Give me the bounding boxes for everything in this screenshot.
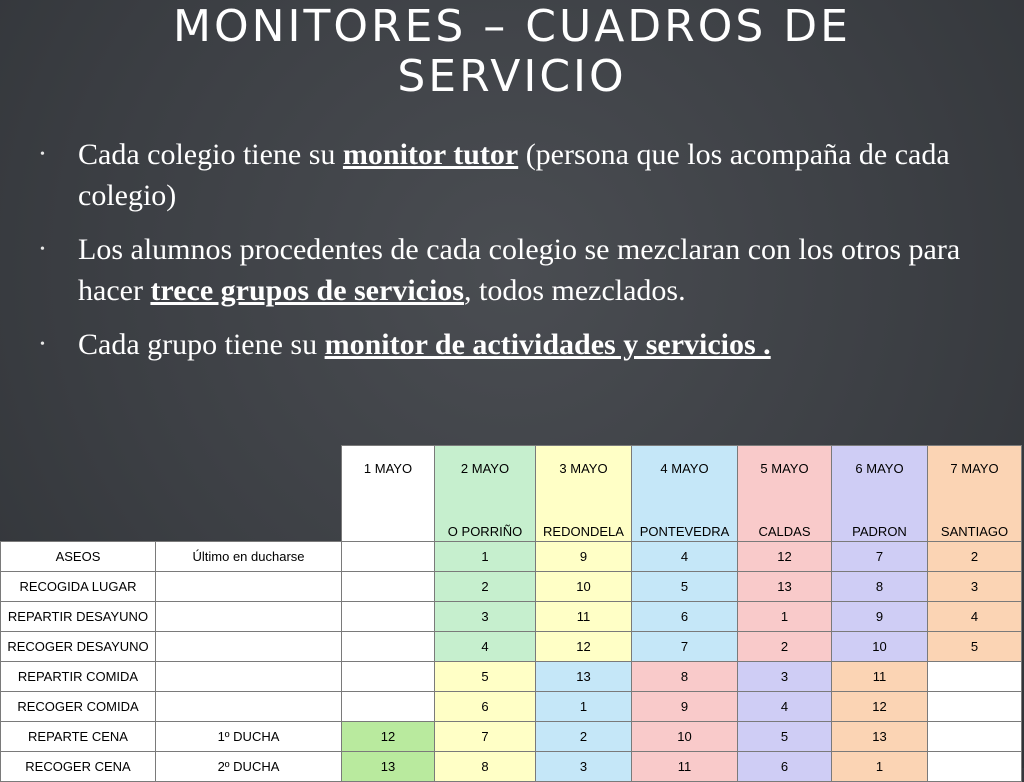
bullet-item: • Cada colegio tiene su monitor tutor (persona que los acompaña de cada colegio) — [40, 134, 990, 216]
value-cell — [928, 692, 1022, 722]
value-cell: 8 — [435, 752, 536, 782]
task-cell: RECOGER COMIDA — [1, 692, 156, 722]
bullet-dot-icon: • — [40, 147, 45, 162]
date-header: 3 MAYO — [536, 446, 632, 511]
bullet-dot-icon: • — [40, 337, 45, 352]
value-cell: 1 — [435, 542, 536, 572]
slide-title-line-1: MONITORES – CUADROS DE — [173, 1, 851, 52]
note-cell — [156, 692, 342, 722]
table-row — [1, 632, 1022, 662]
value-cell — [342, 572, 435, 602]
place-header: PADRON — [832, 510, 928, 542]
value-cell: 7 — [435, 722, 536, 752]
place-header — [342, 510, 435, 542]
place-header: SANTIAGO — [928, 510, 1022, 542]
note-cell: 2º DUCHA — [156, 752, 342, 782]
date-header: 4 MAYO — [632, 446, 738, 511]
slide-title-line-2: SERVICIO — [397, 51, 627, 102]
bullet-item: • Los alumnos procedentes de cada colegio se mezclaran con los otros para hacer trece grupos de servicios, todos mezclados. — [40, 229, 990, 311]
value-cell: 4 — [435, 632, 536, 662]
bullet-emphasis: trece grupos de servicios — [150, 274, 464, 307]
note-cell — [156, 632, 342, 662]
value-cell: 1 — [536, 692, 632, 722]
value-cell: 2 — [536, 722, 632, 752]
value-cell: 3 — [738, 662, 832, 692]
value-cell: 8 — [632, 662, 738, 692]
task-cell: RECOGER CENA — [1, 752, 156, 782]
place-header: CALDAS — [738, 510, 832, 542]
value-cell: 8 — [832, 572, 928, 602]
value-cell — [342, 602, 435, 632]
table-row — [1, 722, 1022, 752]
value-cell: 6 — [435, 692, 536, 722]
value-cell: 12 — [832, 692, 928, 722]
value-cell — [342, 662, 435, 692]
table-row — [1, 602, 1022, 632]
note-cell — [156, 662, 342, 692]
table-row — [1, 542, 1022, 572]
value-cell: 6 — [632, 602, 738, 632]
note-cell — [156, 602, 342, 632]
value-cell: 10 — [536, 572, 632, 602]
task-cell: REPARTIR COMIDA — [1, 662, 156, 692]
value-cell: 5 — [928, 632, 1022, 662]
value-cell: 11 — [536, 602, 632, 632]
table-row — [1, 692, 1022, 722]
value-cell — [342, 542, 435, 572]
value-cell: 5 — [738, 722, 832, 752]
task-cell: RECOGIDA LUGAR — [1, 572, 156, 602]
date-header-row — [1, 446, 1022, 511]
date-header: 5 MAYO — [738, 446, 832, 511]
value-cell — [342, 632, 435, 662]
note-cell — [156, 572, 342, 602]
slide-title — [0, 2, 1024, 102]
value-cell — [928, 722, 1022, 752]
value-cell: 1 — [738, 602, 832, 632]
place-header: O PORRIÑO — [435, 510, 536, 542]
value-cell: 2 — [435, 572, 536, 602]
value-cell: 4 — [632, 542, 738, 572]
bullet-item: • Cada grupo tiene su monitor de actividades y servicios . — [40, 324, 990, 365]
value-cell: 9 — [632, 692, 738, 722]
value-cell: 12 — [536, 632, 632, 662]
value-cell: 1 — [832, 752, 928, 782]
place-header: REDONDELA — [536, 510, 632, 542]
value-cell: 10 — [832, 632, 928, 662]
note-cell: 1º DUCHA — [156, 722, 342, 752]
value-cell: 3 — [536, 752, 632, 782]
date-header: 1 MAYO — [342, 446, 435, 511]
bullet-list — [40, 134, 990, 378]
value-cell — [342, 692, 435, 722]
value-cell: 5 — [435, 662, 536, 692]
value-cell: 7 — [832, 542, 928, 572]
value-cell: 11 — [832, 662, 928, 692]
value-cell: 11 — [632, 752, 738, 782]
value-cell: 7 — [632, 632, 738, 662]
table-row — [1, 752, 1022, 782]
bullet-dot-icon: • — [40, 242, 45, 257]
value-cell: 2 — [928, 542, 1022, 572]
value-cell: 12 — [738, 542, 832, 572]
value-cell — [928, 752, 1022, 782]
value-cell: 13 — [832, 722, 928, 752]
date-header: 2 MAYO — [435, 446, 536, 511]
value-cell: 4 — [738, 692, 832, 722]
task-cell: REPARTE CENA — [1, 722, 156, 752]
value-cell: 5 — [632, 572, 738, 602]
value-cell: 6 — [738, 752, 832, 782]
task-cell: RECOGER DESAYUNO — [1, 632, 156, 662]
value-cell: 3 — [435, 602, 536, 632]
value-cell — [928, 662, 1022, 692]
table-row — [1, 662, 1022, 692]
value-cell: 12 — [342, 722, 435, 752]
value-cell: 9 — [832, 602, 928, 632]
note-cell: Último en ducharse — [156, 542, 342, 572]
value-cell: 9 — [536, 542, 632, 572]
place-header: PONTEVEDRA — [632, 510, 738, 542]
value-cell: 13 — [738, 572, 832, 602]
value-cell: 10 — [632, 722, 738, 752]
value-cell: 2 — [738, 632, 832, 662]
value-cell: 13 — [536, 662, 632, 692]
value-cell: 13 — [342, 752, 435, 782]
value-cell: 4 — [928, 602, 1022, 632]
service-schedule-table — [0, 445, 1022, 782]
task-cell: ASEOS — [1, 542, 156, 572]
date-header: 6 MAYO — [832, 446, 928, 511]
bullet-emphasis: monitor tutor — [342, 138, 519, 171]
date-header: 7 MAYO — [928, 446, 1022, 511]
value-cell: 3 — [928, 572, 1022, 602]
place-header-row — [1, 510, 1022, 542]
bullet-emphasis: monitor de actividades y servicios . — [324, 328, 771, 361]
table-row — [1, 572, 1022, 602]
task-cell: REPARTIR DESAYUNO — [1, 602, 156, 632]
